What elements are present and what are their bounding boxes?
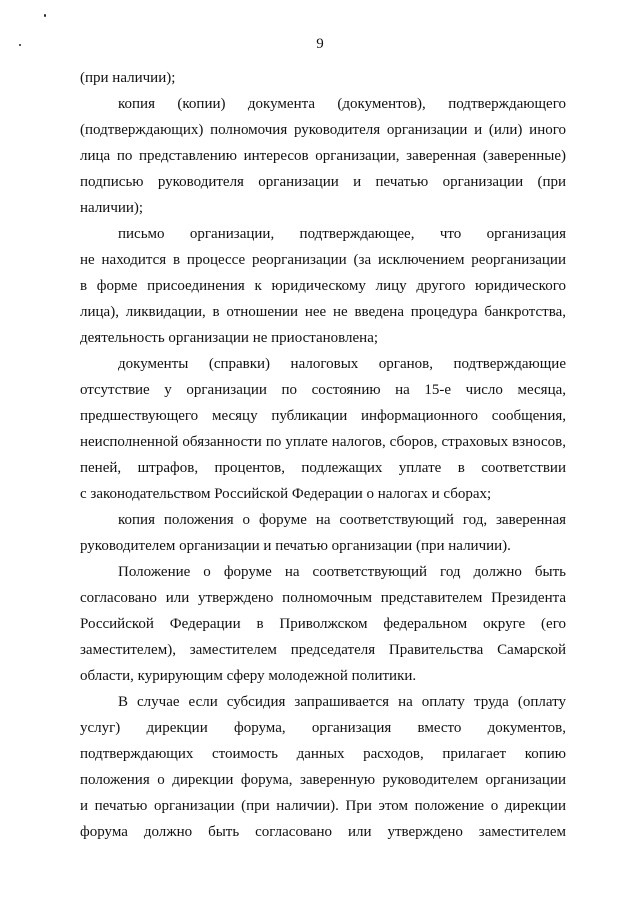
- text-line: и печатью организации (при наличии). При этом положение о дирекции: [80, 798, 566, 814]
- text-line: наличии);: [80, 200, 144, 216]
- page-number: 9: [316, 36, 324, 52]
- text-line: в форме присоединения к юридическому лицу другого юридического: [80, 278, 566, 294]
- text-line: пеней, штрафов, процентов, подлежащих уплате в соответствии: [80, 460, 566, 476]
- text-line: подтверждающих стоимость данных расходов, прилагает копию: [80, 746, 566, 762]
- text-line: деятельность организации не приостановлена;: [80, 330, 379, 346]
- text-line: копия положения о форуме на соответствующий год, заверенная: [118, 512, 566, 528]
- text-line: подписью руководителя организации и печатью организации (при: [80, 174, 566, 190]
- text-line: руководителем организации и печатью организации (при наличии).: [80, 538, 511, 554]
- text-line: отсутствие у организации по состоянию на 15-е число месяца,: [80, 382, 566, 398]
- text-line: документы (справки) налоговых органов, подтверждающие: [118, 356, 566, 372]
- text-line: письмо организации, подтверждающее, что организация: [118, 226, 566, 242]
- text-line: заместителем), заместителем председателя Правительства Самарской: [80, 642, 566, 658]
- text-line: лица), ликвидации, в отношении нее не введена процедура банкротства,: [80, 304, 566, 320]
- text-line: предшествующего месяцу публикации информационного сообщения,: [80, 408, 566, 424]
- text-line: услуг) дирекции форума, организация вместо документов,: [80, 720, 566, 736]
- text-line: копия (копии) документа (документов), подтверждающего: [118, 96, 566, 112]
- text-line: (подтверждающих) полномочия руководителя организации и (или) иного: [80, 122, 566, 138]
- scan-speck: [44, 14, 46, 17]
- text-line: неисполненной обязанности по уплате налогов, сборов, страховых взносов,: [80, 434, 566, 450]
- text-line: В случае если субсидия запрашивается на оплату труда (оплату: [118, 694, 566, 710]
- text-line: не находится в процессе реорганизации (за исключением реорганизации: [80, 252, 566, 268]
- text-line: форума должно быть согласовано или утверждено заместителем: [80, 824, 566, 840]
- text-line: Положение о форуме на соответствующий год должно быть: [118, 564, 566, 580]
- text-line: лица по представлению интересов организации, заверенная (заверенные): [80, 148, 566, 164]
- text-line: области, курирующим сферу молодежной политики.: [80, 668, 417, 684]
- text-line: (при наличии);: [80, 70, 176, 86]
- text-line: Российской Федерации в Приволжском федеральном округе (его: [80, 616, 566, 632]
- text-line: положения о дирекции форума, заверенную руководителем организации: [80, 772, 566, 788]
- text-line: с законодательством Российской Федерации о налогах и сборах;: [80, 486, 492, 502]
- text-line: согласовано или утверждено полномочным представителем Президента: [80, 590, 566, 606]
